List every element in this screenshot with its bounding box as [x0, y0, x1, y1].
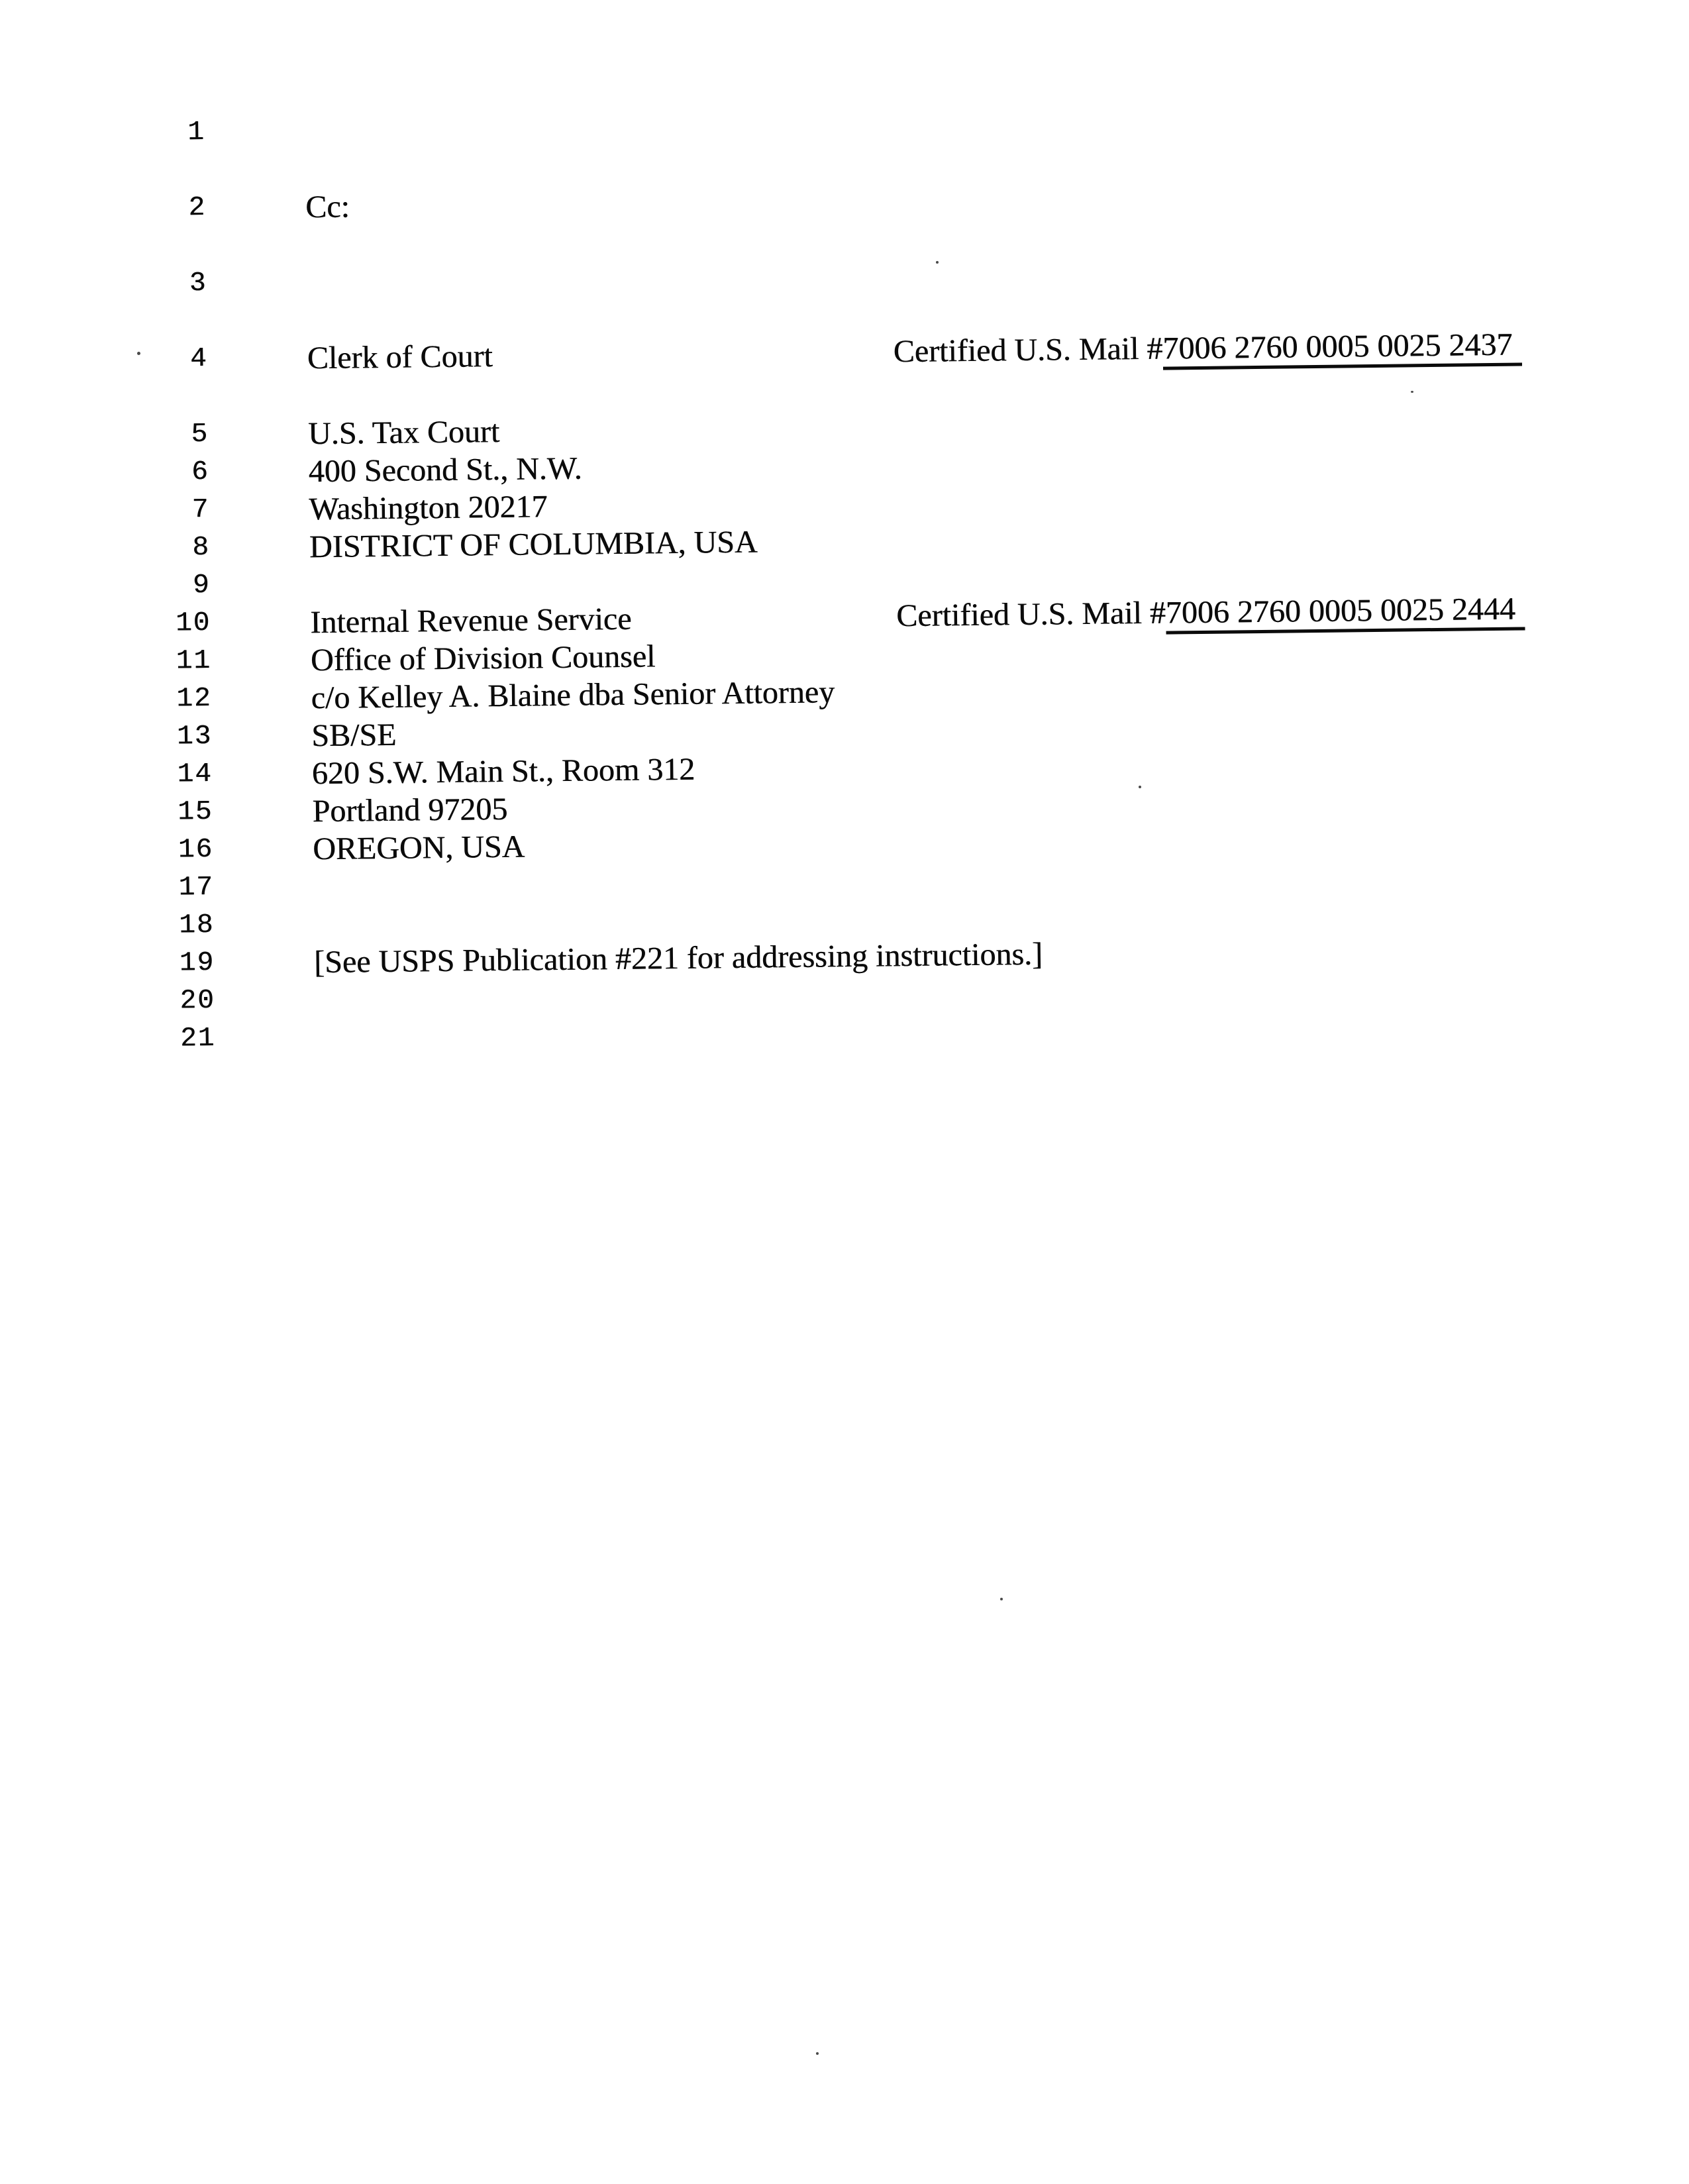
- scan-speck: [1139, 786, 1141, 788]
- line-text: OREGON, USA: [312, 829, 525, 867]
- line-number: 18: [178, 910, 215, 941]
- line-number: 12: [176, 683, 212, 715]
- line-number: 16: [178, 834, 214, 866]
- document-line: [1, 248, 1689, 305]
- line-number: 1: [187, 117, 206, 148]
- line-text: Clerk of Court: [307, 338, 493, 376]
- line-number: 14: [177, 758, 213, 790]
- certified-mail-prefix: Certified U.S. Mail #: [893, 331, 1163, 370]
- line-number: 9: [192, 570, 211, 601]
- document-line: [1, 173, 1689, 230]
- line-number: 10: [175, 607, 211, 639]
- scan-speck: [137, 352, 140, 355]
- line-number: 19: [179, 947, 215, 979]
- line-text: Portland 97205: [312, 791, 508, 829]
- line-number: 11: [176, 645, 212, 677]
- line-number: 7: [191, 494, 210, 526]
- certified-mail-prefix: Certified U.S. Mail #: [896, 595, 1166, 634]
- line-number: 20: [179, 985, 216, 1017]
- certified-mail-label: [893, 325, 1521, 370]
- certified-mail-number: 7006 2760 0005 0025 2444: [1166, 591, 1525, 634]
- line-text: Cc:: [305, 189, 350, 225]
- line-number: 2: [188, 192, 207, 224]
- line-text: c/o Kelley A. Blaine dba Senior Attorney: [311, 674, 835, 716]
- line-text: 400 Second St., N.W.: [308, 450, 582, 490]
- line-number: 6: [191, 456, 209, 488]
- line-text: DISTRICT OF COLUMBIA, USA: [309, 524, 758, 565]
- line-text: Internal Revenue Service: [309, 601, 632, 641]
- line-number: 4: [189, 343, 209, 375]
- scan-speck: [816, 2052, 819, 2055]
- line-text: [See USPS Publication #221 for addressing instructions.]: [313, 936, 1043, 980]
- scan-speck: [1411, 391, 1413, 393]
- line-number: 8: [192, 532, 211, 564]
- scan-speck: [1000, 1598, 1003, 1600]
- line-text: Office of Division Counsel: [310, 639, 656, 678]
- line-number: 21: [179, 1023, 216, 1055]
- line-number: 13: [176, 721, 213, 753]
- line-text: SB/SE: [311, 717, 397, 754]
- line-text: U.S. Tax Court: [307, 413, 500, 452]
- line-number: 17: [178, 872, 215, 904]
- line-number: 15: [178, 796, 213, 828]
- scan-speck: [936, 261, 939, 264]
- document-line: [2, 324, 1689, 381]
- certified-mail-number: 7006 2760 0005 0025 2437: [1162, 327, 1522, 370]
- line-text: Washington 20217: [309, 489, 548, 527]
- line-number: 3: [189, 268, 207, 299]
- line-number: 5: [191, 419, 209, 450]
- line-text: 620 S.W. Main St., Room 312: [311, 751, 695, 792]
- document-lines: [0, 97, 1689, 1061]
- document-line: [0, 97, 1689, 154]
- certified-mail-label: [896, 590, 1525, 635]
